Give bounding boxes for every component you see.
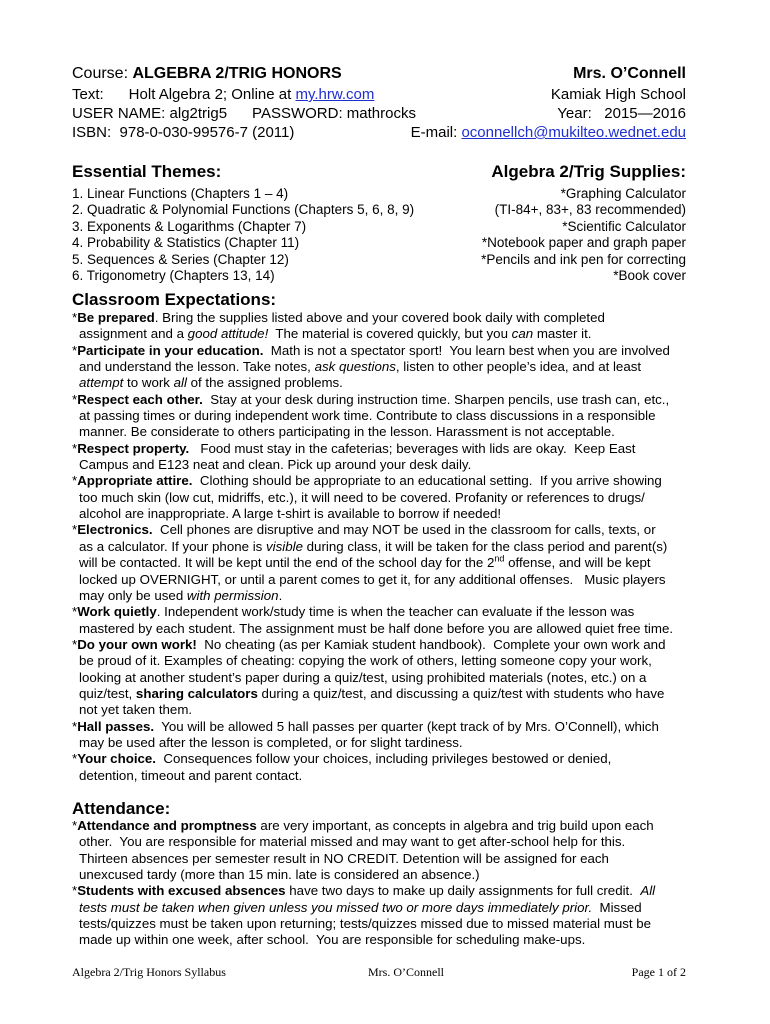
course-label: Course: [72, 65, 133, 82]
course-row [72, 64, 686, 84]
expectation-respect-each-other: *Respect each other. Stay at your desk during instruction time. Sharpen pencils, use trash can, etc., at passing times or during independent work time. Contribute to class discussions in a responsible manner. Be considerate to others participating in the lesson. Harassment is not acceptable. [72, 391, 670, 440]
themes-supplies-section [72, 162, 686, 284]
page-footer [72, 965, 686, 980]
attendance-body [72, 818, 702, 949]
textbook-row [72, 85, 686, 104]
course-header [72, 64, 686, 142]
footer-title: Algebra 2/Trig Honors Syllabus [72, 965, 226, 979]
supplies-heading: Algebra 2/Trig Supplies: [491, 162, 686, 181]
email-label: E-mail: [410, 124, 462, 141]
list-item: *Pencils and ink pen for correcting [481, 251, 686, 267]
supplies-list [481, 186, 686, 284]
expectation-prepared: *Be prepared. Bring the supplies listed above and your covered book daily with completed assignment and a good attitude! The material is covered quickly, but you can master it. [72, 310, 605, 342]
expectation-your-choice: *Your choice. Consequences follow your choices, including privileges bestowed or denied, detention, timeout and parent contact. [72, 751, 612, 783]
list-item: *Scientific Calculator [562, 218, 686, 234]
expectation-work-quietly: *Work quietly. Independent work/study time is when the teacher can evaluate if the lesson was mastered by each student. The assignment must be half done before you are allowed quiet free time. [72, 604, 674, 636]
list-item: *Notebook paper and graph paper [481, 235, 686, 251]
list-item: 6. Trigonometry (Chapters 13, 14) [72, 268, 275, 284]
login-credentials: USER NAME: alg2trig5 PASSWORD: mathrocks [72, 105, 416, 122]
isbn-row [72, 123, 686, 142]
expectation-hall-passes: *Hall passes. You will be allowed 5 hall passes per quarter (kept track of by Mrs. O’Connell), which may be used after the lesson is completed, or for slight tardiness. [72, 718, 659, 750]
expectation-own-work: *Do your own work! No cheating (as per Kamiak student handbook). Complete your own work and be proud of it. Examples of cheating: copying the work of others, letting someone copy your work, looking at another student’s paper during a quiz/test, using prohibited materials (notes, etc.) on a quiz/test, sharing calculators during a quiz/test, and discussing a quiz/test with students who have not yet taken them. [72, 636, 666, 718]
themes-list [72, 186, 414, 284]
expectation-respect-property: *Respect property. Food must stay in the cafeterias; beverages with lids are okay. Keep East Campus and E123 neat and clean. Pick up around your desk daily. [72, 440, 636, 473]
expectation-electronics: *Electronics. Cell phones are disruptive and may NOT be used in the classroom for calls, texts, or as a calculator. If your phone is visible during class, it will be taken for the class period and parent(s) will be contacted. It will be kept until the end of the school day for the 2nd offense, and will be kept locked up OVERNIGHT, or until a parent comes to get it, for any additional offenses. Music players may only be used with permission. [72, 522, 668, 603]
list-item: 5. Sequences & Series (Chapter 12) [72, 251, 289, 267]
attendance-heading: Attendance: [72, 799, 171, 818]
expectation-attire: *Appropriate attire. Clothing should be appropriate to an educational setting. If you arrive showing too much skin (low cut, midriffs, etc.), it will need to be covered. Profanity or references to drugs/ alcohol are inappropriate. A large t-shirt is available to borrow if needed! [72, 473, 662, 522]
expectations-body [72, 310, 702, 784]
footer-teacher: Mrs. O’Connell [368, 965, 444, 979]
course-name: ALGEBRA 2/TRIG HONORS [132, 65, 342, 82]
login-row [72, 104, 686, 123]
list-item: (TI-84+, 83+, 83 recommended) [494, 202, 686, 218]
school-year: Year: 2015—2016 [557, 105, 686, 122]
list-item: 1. Linear Functions (Chapters 1 – 4) [72, 186, 289, 201]
page-number: Page 1 of 2 [631, 965, 686, 979]
expectation-participate: *Participate in your education. Math is not a spectator sport! You learn best when you are involved and understand the lesson. Take notes, ask questions, listen to other people’s idea, and at least attempt to work all of the assigned problems. [72, 342, 670, 391]
isbn: ISBN: 978-0-030-99576-7 (2011) [72, 124, 295, 141]
list-item: 2. Quadratic & Polynomial Functions (Chapters 5, 6, 8, 9) [72, 202, 415, 218]
textbook-link[interactable]: my.hrw.com [295, 86, 375, 103]
attendance-excused: *Students with excused absences have two days to make up daily assignments for full credit. All tests must be taken when given unless you missed two or more days immediately prior. Missed tests/quizzes must be taken upon returning; tests/quizzes missed due to missed material must be made up within one week, after school. You are responsible for scheduling make-ups. [72, 883, 656, 948]
teacher-name: Mrs. O’Connell [573, 65, 686, 82]
school-name: Kamiak High School [550, 86, 686, 103]
expectations-heading: Classroom Expectations: [72, 290, 277, 309]
list-item: 3. Exponents & Logarithms (Chapter 7) [72, 218, 307, 234]
email-link[interactable]: oconnellch@mukilteo.wednet.edu [461, 124, 686, 141]
list-item: *Graphing Calculator [560, 186, 686, 201]
textbook-label: Text: Holt Algebra 2; Online at [72, 86, 296, 103]
attendance-promptness: *Attendance and promptness are very important, as concepts in algebra and trig build upon each other. You are responsible for material missed and may want to get after-school help for this. Thirteen absences per semester result in NO CREDIT. Detention will be assigned for each unexcused tardy (more than 15 min. late is considered an absence.) [72, 818, 654, 883]
list-item: 4. Probability & Statistics (Chapter 11) [72, 235, 300, 251]
email-line [411, 123, 686, 142]
themes-heading: Essential Themes: [72, 162, 222, 181]
list-item: *Book cover [613, 268, 686, 284]
